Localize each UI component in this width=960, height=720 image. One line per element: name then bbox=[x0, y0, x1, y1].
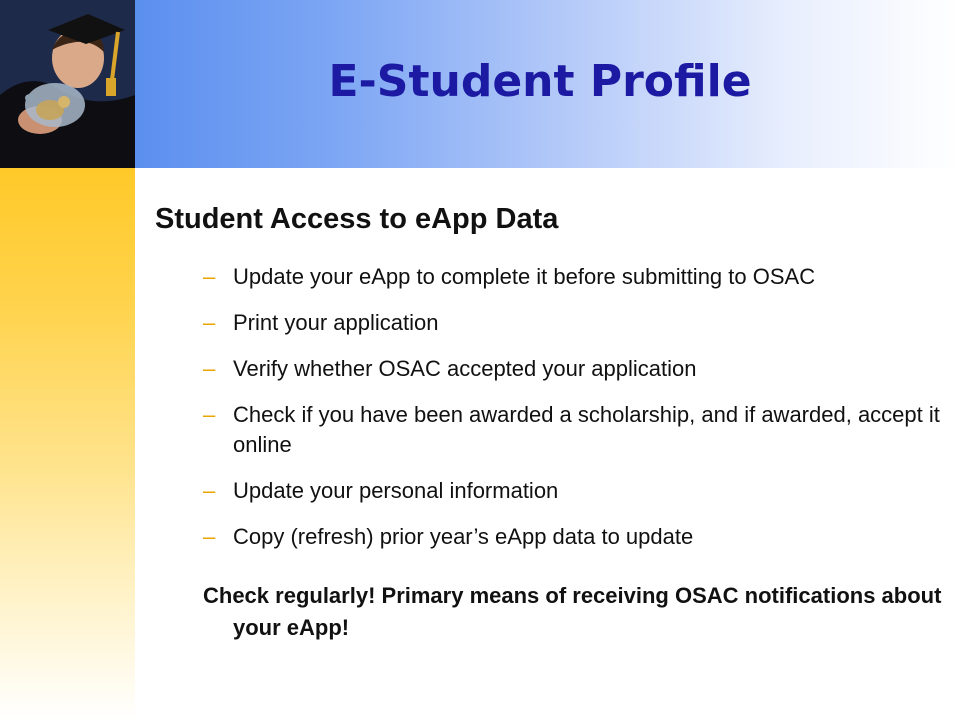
bullet-dash: – bbox=[203, 402, 216, 427]
graduate-with-piggy-bank-icon bbox=[0, 0, 135, 168]
left-accent-strip bbox=[0, 168, 135, 720]
slide-title: E-Student Profile bbox=[328, 56, 752, 107]
list-item-text: Update your personal information bbox=[233, 478, 559, 503]
list-item bbox=[203, 262, 948, 292]
list-item-text: Verify whether OSAC accepted your application bbox=[233, 356, 697, 381]
bullet-dash: – bbox=[203, 478, 216, 503]
list-item bbox=[203, 522, 948, 552]
list-item-text: Copy (refresh) prior year’s eApp data to update bbox=[233, 524, 694, 549]
bullet-dash: – bbox=[203, 524, 216, 549]
bullet-dash: – bbox=[203, 356, 216, 381]
list-item bbox=[203, 354, 948, 384]
list-item-text: Check if you have been awarded a scholarship, and if awarded, accept it online bbox=[233, 402, 940, 457]
graduate-photo bbox=[0, 0, 135, 168]
reminder-note: Check regularly! Primary means of receiving OSAC notifications about your eApp! bbox=[203, 583, 942, 640]
bullet-dash: – bbox=[203, 310, 216, 335]
list-item bbox=[203, 400, 948, 460]
section-heading: Student Access to eApp Data bbox=[155, 203, 559, 235]
bullet-list bbox=[203, 262, 948, 568]
list-item-text: Update your eApp to complete it before submitting to OSAC bbox=[233, 264, 816, 289]
bullet-dash: – bbox=[203, 264, 216, 289]
list-item bbox=[203, 308, 948, 338]
list-item bbox=[203, 476, 948, 506]
list-item-text: Print your application bbox=[233, 310, 439, 335]
